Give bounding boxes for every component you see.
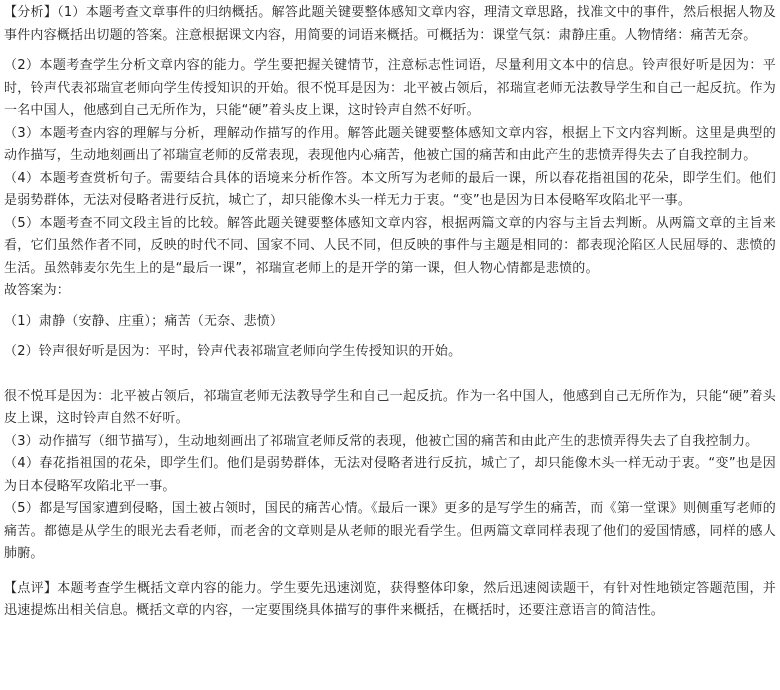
answer-3: （3）动作描写（细节描写），生动地刻画出了祁瑞宣老师反常的表现，他被亡国的痛苦和由此产生的悲愤弄得失去了自我控制力。 xyxy=(4,433,759,449)
analysis-paragraph-3: （3）本题考查内容的理解与分析，理解动作描写的作用。解答此题关键要整体感知文章内容，根据上下文内容判断。这里是典型的动作描写，生动地刻画出了祁瑞宣老师的反常表现，表现他内心痛苦，他被亡国的痛苦和由此产生的悲愤弄得失去了自我控制力。 xyxy=(4,125,776,163)
analysis-paragraph-4: （4）本题考查赏析句子。需要结合具体的语境来分析作答。本文所写为老师的最后一课，所以春花指祖国的花朵，即学生们。他们是弱势群体，无法对侵略者进行反抗，城亡了，却只能像木头一样无力于衷。“变”也是因为日本侵略军攻陷北平一事。 xyxy=(4,170,776,208)
spacer xyxy=(4,566,776,578)
document-body xyxy=(4,2,776,623)
comment-paragraph: 【点评】本题考查学生概括文章内容的能力。学生要先迅速浏览，获得整体印象，然后迅速阅读题干，有针对性地锁定答题范围，并迅速提炼出相关信息。概括文章的内容，一定要围绕具体描写的事件来概括，在概括时，还要注意语言的简洁性。 xyxy=(4,580,776,618)
analysis-paragraph-2: （2）本题考查学生分析文章内容的能力。学生要把握关键情节，注意标志性词语，尽量利用文本中的信息。铃声很好听是因为：平时，铃声代表祁瑞宣老师向学生传授知识的开始。很不悦耳是因为：北平被占领后，祁瑞宣老师无法教导学生和自己一起反抗。作为一名中国人，他感到自己无所作为，只能“硬”着头皮上课，这时铃声自然不好听。 xyxy=(4,58,776,118)
answer-intro: 故答案为： xyxy=(4,283,71,298)
spacer xyxy=(4,364,776,386)
spacer xyxy=(4,47,776,55)
answer-1: （1）肃静（安静、庄重）；痛苦（无奈、悲愤） xyxy=(4,313,284,329)
spacer xyxy=(4,303,776,311)
answer-2-continued: 很不悦耳是因为：北平被占领后，祁瑞宣老师无法教导学生和自己一起反抗。作为一名中国人，他感到自己无所作为，只能“硬”着头皮上课，这时铃声自然不好听。 xyxy=(4,388,776,426)
answer-2: （2）铃声很好听是因为：平时，铃声代表祁瑞宣老师向学生传授知识的开始。 xyxy=(4,344,462,359)
analysis-paragraph-5: （5）本题考查不同文段主旨的比较。解答此题关键要整体感知文章内容，根据两篇文章的内容与主旨去判断。从两篇文章的主旨来看，它们虽然作者不同，反映的时代不同、国家不同、人民不同，但反映的事件与主题是相同的：都表现沦陷区人民屈辱的、悲愤的生活。虽然韩麦尔先生上的是“最后一课”，祁瑞宣老师上的是开学的第一课，但人物心情都是悲愤的。 xyxy=(4,215,776,276)
answer-5: （5）都是写国家遭到侵略，国土被占领时，国民的痛苦心情。《最后一课》更多的是写学生的痛苦，而《第一堂课》则侧重写老师的痛苦。都德是从学生的眼光去看老师，而老舍的文章则是从老师的眼光看学生。但两篇文章同样表现了他们的爱国情感，同样的感人肺腑。 xyxy=(4,501,776,561)
spacer xyxy=(4,333,776,341)
answer-4: （4）春花指祖国的花朵，即学生们。他们是弱势群体，无法对侵略者进行反抗，城亡了，却只能像木头一样无动于衷。“变”也是因为日本侵略军攻陷北平一事。 xyxy=(4,456,776,494)
analysis-paragraph-1: 【分析】（1）本题考查文章事件的归纳概括。解答此题关键要整体感知文章内容，理清文章思路，找准文中的事件，然后根据人物及事件内容概括出切题的答案。注意根据课文内容，用简要的词语来概括。可概括为：课堂气氛：肃静庄重。人物情绪：痛苦无奈。 xyxy=(4,5,776,43)
